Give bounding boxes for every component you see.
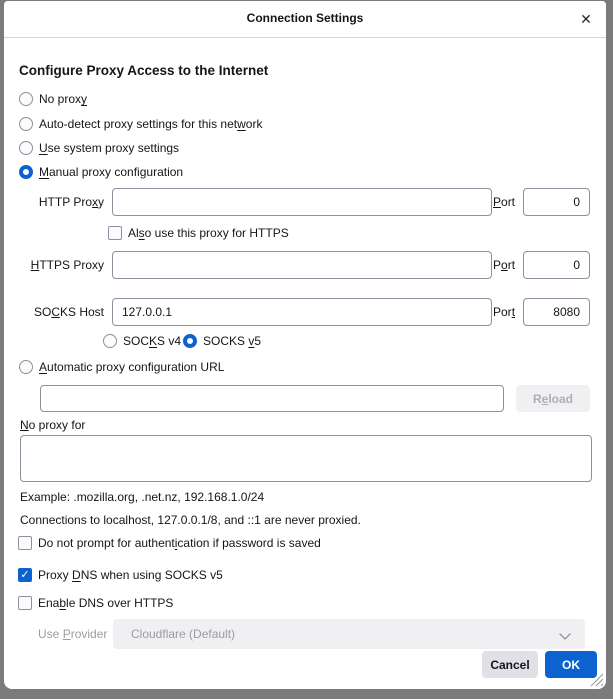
radio-system-proxy[interactable] bbox=[19, 141, 179, 155]
checkbox-checked-icon bbox=[18, 568, 32, 582]
socks-port-input[interactable] bbox=[523, 298, 590, 326]
no-proxy-example-text: Example: .mozilla.org, .net.nz, 192.168.1.0/24 bbox=[20, 490, 265, 504]
radio-no-proxy[interactable] bbox=[19, 92, 87, 106]
radio-auto-detect[interactable] bbox=[19, 117, 262, 131]
checkbox-label: Proxy DNS when using SOCKS v5 bbox=[38, 568, 223, 582]
chevron-down-icon bbox=[559, 630, 571, 644]
radio-label: SOCKS v5 bbox=[203, 334, 262, 348]
radio-label: Use system proxy settings bbox=[39, 141, 180, 155]
socks-host-input[interactable] bbox=[112, 298, 492, 326]
checkbox-enable-doh[interactable] bbox=[18, 596, 173, 610]
socks-port-label: Port bbox=[493, 305, 516, 319]
checkbox-icon bbox=[18, 536, 32, 550]
checkbox-icon bbox=[18, 596, 32, 610]
socks-host-label: SOCKS Host bbox=[33, 305, 104, 319]
localhost-note-text: Connections to localhost, 127.0.0.1/8, and ::1 are never proxied. bbox=[20, 513, 361, 527]
use-provider-label: Use Provider bbox=[38, 627, 108, 641]
radio-label: Manual proxy configuration bbox=[39, 165, 184, 179]
dialog-title: Connection Settings bbox=[246, 11, 364, 25]
radio-label: Automatic proxy configuration URL bbox=[39, 360, 225, 374]
checkbox-also-https[interactable] bbox=[108, 226, 289, 240]
radio-checked-icon bbox=[183, 334, 197, 348]
checkbox-label: Also use this proxy for HTTPS bbox=[128, 226, 289, 240]
https-port-label: Port bbox=[493, 258, 516, 272]
https-proxy-label: HTTPS Proxy bbox=[30, 258, 104, 272]
http-port-input[interactable] bbox=[523, 188, 590, 216]
radio-manual-proxy[interactable] bbox=[19, 165, 183, 179]
check-icon: ✓ bbox=[20, 569, 30, 581]
provider-dropdown[interactable] bbox=[113, 619, 585, 649]
https-proxy-input[interactable] bbox=[112, 251, 492, 279]
cancel-button[interactable]: Cancel bbox=[482, 651, 538, 678]
radio-socks-v5[interactable] bbox=[183, 334, 261, 348]
dialog-titlebar bbox=[4, 1, 606, 38]
radio-socks-v4[interactable] bbox=[103, 334, 181, 348]
https-port-input[interactable] bbox=[523, 251, 590, 279]
http-proxy-label: HTTP Proxy bbox=[38, 195, 104, 209]
radio-icon bbox=[19, 117, 33, 131]
radio-label: SOCKS v4 bbox=[123, 334, 182, 348]
checkbox-icon bbox=[108, 226, 122, 240]
no-proxy-for-textarea[interactable] bbox=[20, 435, 592, 482]
radio-icon bbox=[19, 360, 33, 374]
no-proxy-for-label: No proxy for bbox=[20, 418, 86, 432]
reload-button[interactable]: Reload bbox=[516, 385, 590, 412]
checkbox-no-prompt-auth[interactable] bbox=[18, 536, 321, 550]
http-port-label: Port bbox=[493, 195, 516, 209]
radio-icon bbox=[103, 334, 117, 348]
radio-auto-url[interactable] bbox=[19, 360, 224, 374]
http-proxy-input[interactable] bbox=[112, 188, 492, 216]
provider-dropdown-value: Cloudflare (Default) bbox=[131, 627, 236, 641]
radio-icon bbox=[19, 141, 33, 155]
checkbox-label: Do not prompt for authentication if password is saved bbox=[38, 536, 321, 550]
radio-icon bbox=[19, 92, 33, 106]
connection-settings-dialog bbox=[4, 1, 606, 689]
close-icon[interactable]: ✕ bbox=[580, 10, 592, 27]
checkbox-proxy-dns[interactable] bbox=[18, 568, 223, 582]
page-title: Configure Proxy Access to the Internet bbox=[19, 63, 269, 78]
radio-checked-icon bbox=[19, 165, 33, 179]
radio-label: No proxy bbox=[39, 92, 88, 106]
ok-button[interactable]: OK bbox=[545, 651, 597, 678]
checkbox-label: Enable DNS over HTTPS bbox=[38, 596, 174, 610]
auto-url-input[interactable] bbox=[40, 385, 504, 412]
radio-label: Auto-detect proxy settings for this network bbox=[39, 117, 263, 131]
